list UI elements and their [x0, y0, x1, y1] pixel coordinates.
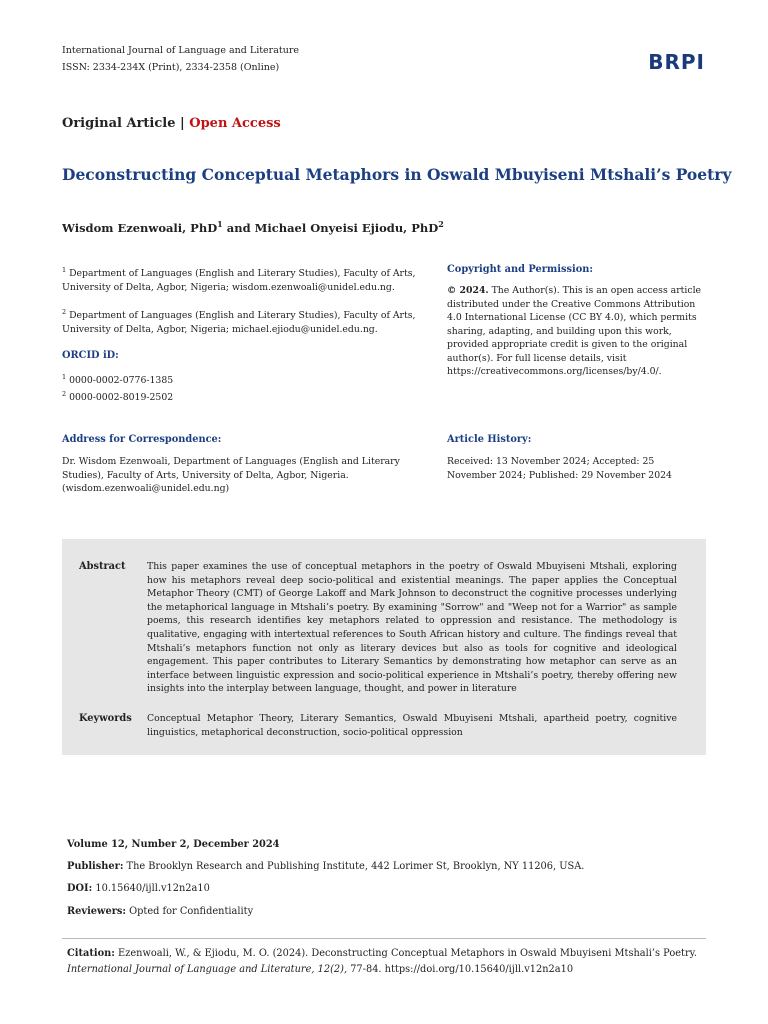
orcid-item[interactable]: [62, 388, 422, 405]
author-joiner: and: [222, 220, 255, 235]
reviewers-value: Opted for Confidentiality: [125, 906, 254, 917]
citation: [67, 946, 707, 978]
history-line: November 2024; Published: 29 November 2024: [447, 469, 672, 481]
history-heading: Article History:: [447, 434, 532, 445]
orcid-heading: ORCID iD:: [62, 350, 119, 361]
journal-name: International Journal of Language and Literature: [62, 45, 299, 56]
author-2: Michael Onyeisi Ejiodu, PhD: [254, 220, 439, 235]
author-1: Wisdom Ezenwoali, PhD: [62, 220, 218, 235]
abstract-box: [62, 539, 706, 755]
doi-info: [67, 883, 210, 894]
history-text: [447, 455, 707, 482]
orcid-list: [62, 371, 422, 404]
orcid-item-mark: 1: [62, 373, 67, 381]
volume-info: Volume 12, Number 2, December 2024: [67, 839, 280, 850]
publisher-label: Publisher:: [67, 861, 124, 872]
affiliation-1: [62, 264, 422, 294]
doi-label: DOI:: [67, 883, 93, 894]
copyright-heading: Copyright and Permission:: [447, 264, 594, 275]
copyright-line: The Author(s). This is an open access article: [488, 285, 702, 296]
correspondence-email[interactable]: (wisdom.ezenwoali@unidel.edu.ng): [62, 483, 230, 494]
copyright-line: distributed under the Creative Commons Attribution: [447, 298, 696, 310]
correspondence-heading: Address for Correspondence:: [62, 434, 222, 445]
keywords-label: Keywords: [79, 713, 132, 724]
citation-journal: International Journal of Language and Literature, 12(2),: [67, 964, 348, 975]
author-list: [62, 219, 444, 235]
citation-text: Ezenwoali, W., & Ejiodu, M. O. (2024). Deconstructing Conceptual Metaphors in Oswald Mbuyiseni Mtshali’s Poetry.: [114, 948, 698, 959]
journal-issn: ISSN: 2334-234X (Print), 2334-2358 (Online): [62, 62, 280, 73]
article-type: [62, 116, 281, 131]
correspondence-line: Dr. Wisdom Ezenwoali, Department of Languages (English and Literary: [62, 456, 400, 467]
copyright-line: provided appropriate credit is given to the original: [447, 339, 688, 350]
author-2-affiliation-mark: 2: [438, 219, 444, 229]
orcid-item-mark: 2: [62, 389, 67, 398]
affiliation-1-line-1: Department of Languages (English and Literary Studies), Faculty of Arts,: [66, 268, 416, 280]
license-link[interactable]: https://creativecommons.org/licenses/by/4.0/.: [447, 366, 662, 377]
copyright-line: sharing, adapting, and building upon this work,: [447, 325, 672, 337]
reviewers-label: Reviewers:: [67, 906, 126, 917]
orcid-item[interactable]: [62, 371, 422, 388]
publisher-value: The Brooklyn Research and Publishing Institute, 442 Lorimer St, Brooklyn, NY 11206, USA.: [123, 861, 585, 872]
orcid-id: 0000-0002-0776-1385: [66, 375, 174, 387]
affiliation-2-line-1: Department of Languages (English and Literary Studies), Faculty of Arts,: [66, 310, 416, 322]
doi-link[interactable]: 10.15640/ijll.v12n2a10: [92, 883, 210, 894]
copyright-text: [447, 284, 707, 379]
orcid-id: 0000-0002-8019-2502: [66, 391, 174, 403]
copyright-line: author(s). For full license details, visit: [447, 352, 627, 364]
abstract-text: This paper examines the use of conceptual metaphors in the poetry of Oswald Mbuyiseni Mtshali, exploring how his metaphors reveal deep socio-political and existential meanings. The paper applies the Conceptual Metaphor Theory (CMT) of George Lakoff and Mark Johnson to deconstruct the cognitive processes underlying the metaphorical language in Mtshali’s poetry. By examining "Sorrow" and "Weep not for a Warrior" as sample poems, this research identifies key metaphors related to oppression and resistance. The methodology is qualitative, engaging with intertextual references to South African history and culture. The findings reveal that Mtshali’s metaphors function not only as literary devices but also as tools for cognitive and ideological engagement. This paper contributes to Literary Semantics by demonstrating how metaphor can serve as an interface between linguistic expression and socio-political experience in Mtshali’s poetry, thereby offering new insights into the interplay between language, thought, and power in literature: [147, 561, 677, 695]
copyright-line: 4.0 International License (CC BY 4.0), which permits: [447, 312, 697, 323]
keywords-text: Conceptual Metaphor Theory, Literary Semantics, Oswald Mbuyiseni Mtshali, apartheid poetry, cognitive linguistics, metaphorical deconstruction, socio-political oppression: [147, 713, 677, 738]
article-type-separator: |: [175, 116, 190, 131]
correspondence-line: Studies), Faculty of Arts, University of Delta, Agbor, Nigeria.: [62, 469, 349, 481]
affiliation-2-line-2: University of Delta, Agbor, Nigeria; michael.ejiodu@unidel.edu.ng.: [62, 323, 378, 335]
article-title: Deconstructing Conceptual Metaphors in Oswald Mbuyiseni Mtshali’s Poetry: [62, 165, 732, 184]
footer-divider: [62, 938, 706, 939]
reviewers-info: [67, 906, 253, 917]
author-1-affiliation-mark: 1: [217, 219, 223, 229]
history-line: Received: 13 November 2024; Accepted: 25: [447, 456, 655, 467]
article-type-label: Original Article: [62, 116, 176, 131]
publisher-info: [67, 861, 584, 872]
affiliation-1-mark: 1: [62, 266, 67, 274]
correspondence-text: [62, 455, 432, 496]
affiliation-1-line-2: University of Delta, Agbor, Nigeria; wisdom.ezenwoali@unidel.edu.ng.: [62, 281, 395, 293]
copyright-year: © 2024.: [447, 285, 489, 296]
affiliation-2-mark: 2: [62, 308, 67, 316]
publisher-logo: BRPI: [648, 50, 705, 74]
open-access-label: Open Access: [189, 116, 281, 131]
affiliation-2: [62, 306, 422, 336]
abstract-label: Abstract: [79, 561, 126, 572]
citation-label: Citation:: [67, 948, 115, 959]
citation-doi-link[interactable]: 77-84. https://doi.org/10.15640/ijll.v12n2a10: [347, 964, 574, 975]
